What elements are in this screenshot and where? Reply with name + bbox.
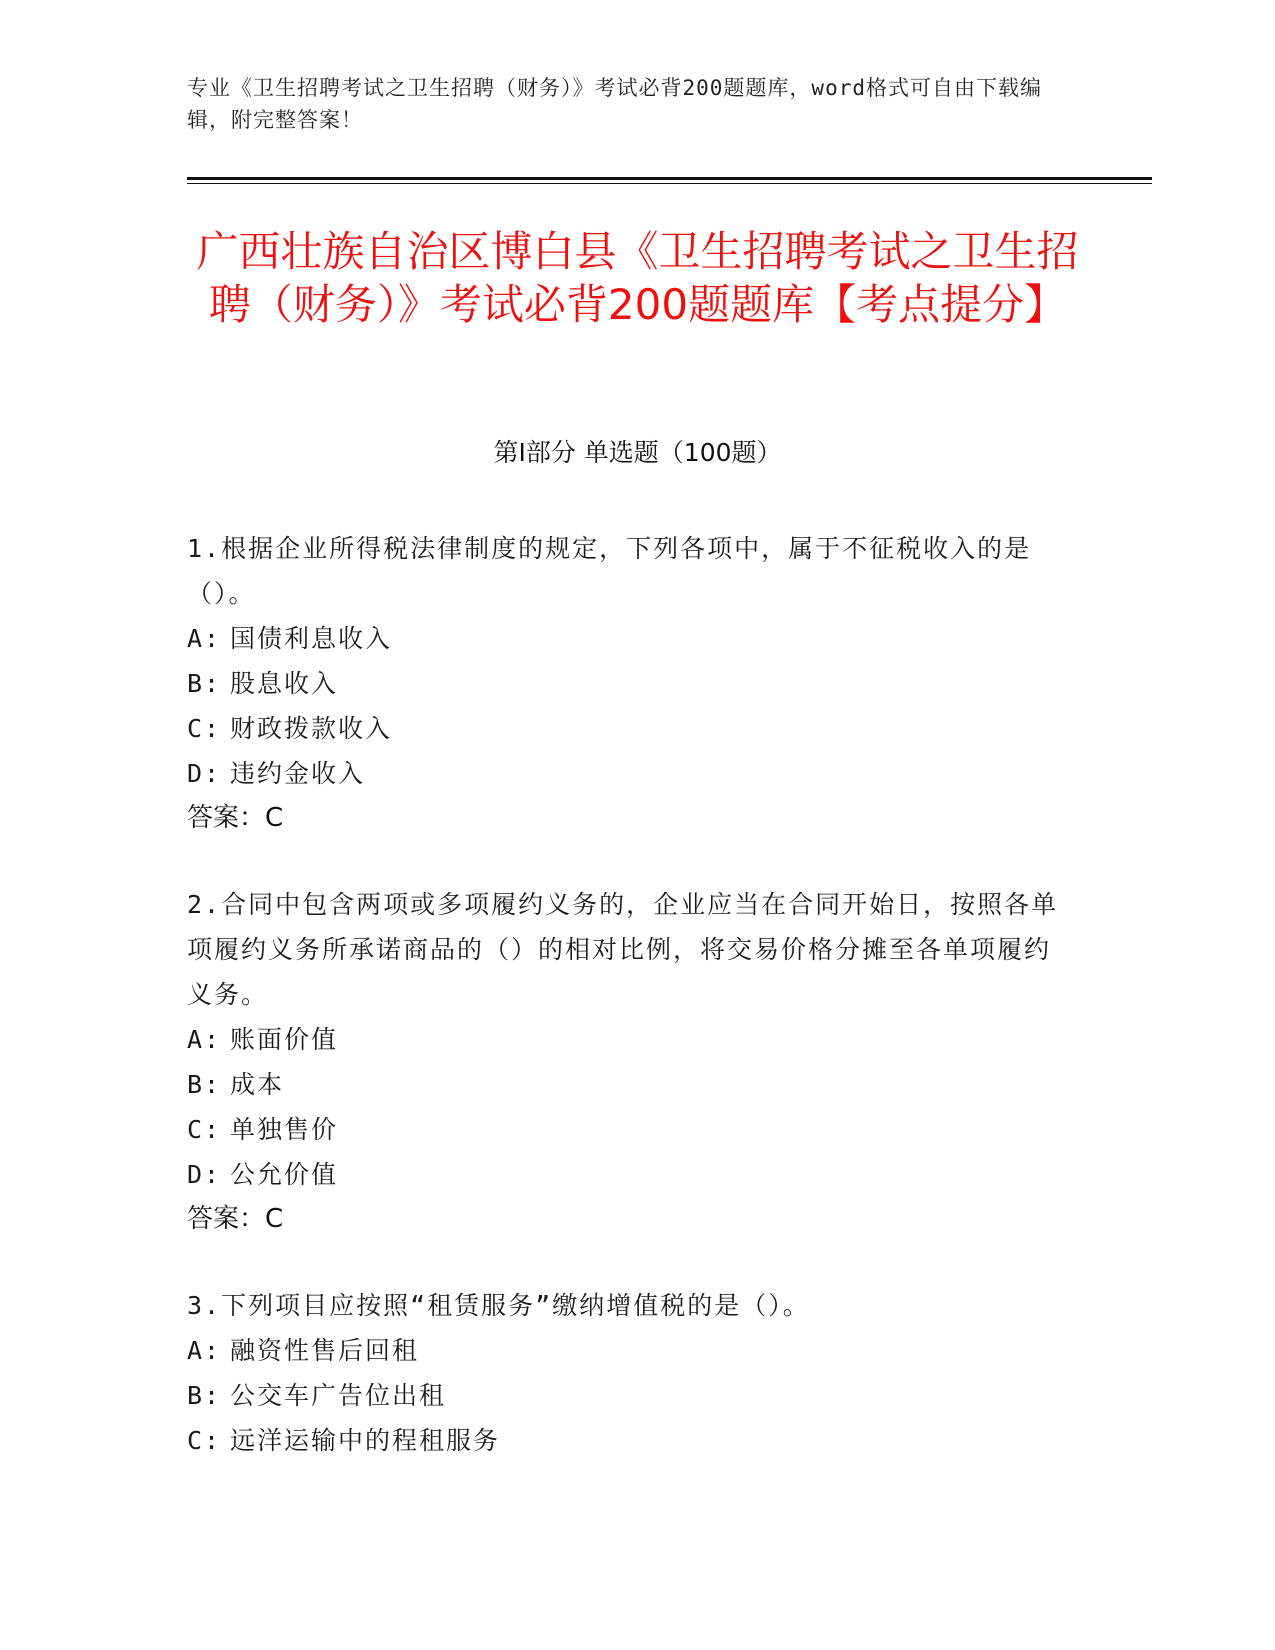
option-c	[187, 706, 1067, 751]
option-letter: B:	[187, 1381, 222, 1410]
option-text: 国债利息收入	[230, 624, 393, 653]
option-letter: D:	[187, 759, 222, 788]
option-a	[187, 616, 1067, 661]
option-b	[187, 661, 1067, 706]
option-a	[187, 1328, 1067, 1373]
option-text: 成本	[230, 1070, 285, 1099]
option-letter: B:	[187, 1070, 222, 1099]
question-item	[187, 1283, 1067, 1463]
option-letter: A:	[187, 1025, 222, 1054]
option-text: 股息收入	[230, 669, 339, 698]
option-text: 账面价值	[230, 1025, 339, 1054]
section-title: 第Ⅰ部分 单选题（100题）	[493, 438, 782, 467]
option-text: 违约金收入	[230, 759, 366, 788]
option-c	[187, 1418, 1067, 1463]
option-a	[187, 1017, 1067, 1062]
option-text: 融资性售后回租	[230, 1336, 420, 1365]
option-text: 公允价值	[230, 1160, 339, 1189]
option-letter: D:	[187, 1160, 222, 1189]
option-letter: C:	[187, 1115, 222, 1144]
option-letter: B:	[187, 669, 222, 698]
question-item	[187, 882, 1067, 1242]
answer-line: 答案：C	[187, 1204, 284, 1234]
option-text: 远洋运输中的程租服务	[230, 1426, 501, 1455]
question-stem: 3.下列项目应按照“租赁服务”缴纳增值税的是（）。	[187, 1291, 810, 1320]
option-text: 单独售价	[230, 1115, 339, 1144]
option-c	[187, 1107, 1067, 1152]
question-stem: 2.合同中包含两项或多项履约义务的，企业应当在合同开始日，按照各单项履约义务所承诺商品的（）的相对比例，将交易价格分摊至各单项履约义务。	[187, 890, 1059, 1009]
question-item	[187, 526, 1067, 841]
option-letter: A:	[187, 1336, 222, 1365]
option-d	[187, 751, 1067, 796]
header-note: 专业《卫生招聘考试之卫生招聘（财务）》考试必背200题题库，word格式可自由下载编辑，附完整答案！	[187, 76, 1042, 132]
option-letter: C:	[187, 1426, 222, 1455]
question-stem: 1.根据企业所得税法律制度的规定，下列各项中，属于不征税收入的是（）。	[187, 534, 1032, 608]
option-letter: A:	[187, 624, 222, 653]
question-list	[187, 526, 1067, 1504]
option-b	[187, 1373, 1067, 1418]
answer-line: 答案：C	[187, 803, 284, 833]
option-text: 财政拨款收入	[230, 714, 393, 743]
header-divider	[187, 177, 1152, 180]
document-title: 广西壮族自治区博白县《卫生招聘考试之卫生招聘（财务）》考试必背200题题库【考点提分】	[196, 227, 1079, 329]
header-divider-thin	[187, 183, 1152, 184]
option-letter: C:	[187, 714, 222, 743]
option-text: 公交车广告位出租	[230, 1381, 447, 1410]
option-d	[187, 1152, 1067, 1197]
option-b	[187, 1062, 1067, 1107]
